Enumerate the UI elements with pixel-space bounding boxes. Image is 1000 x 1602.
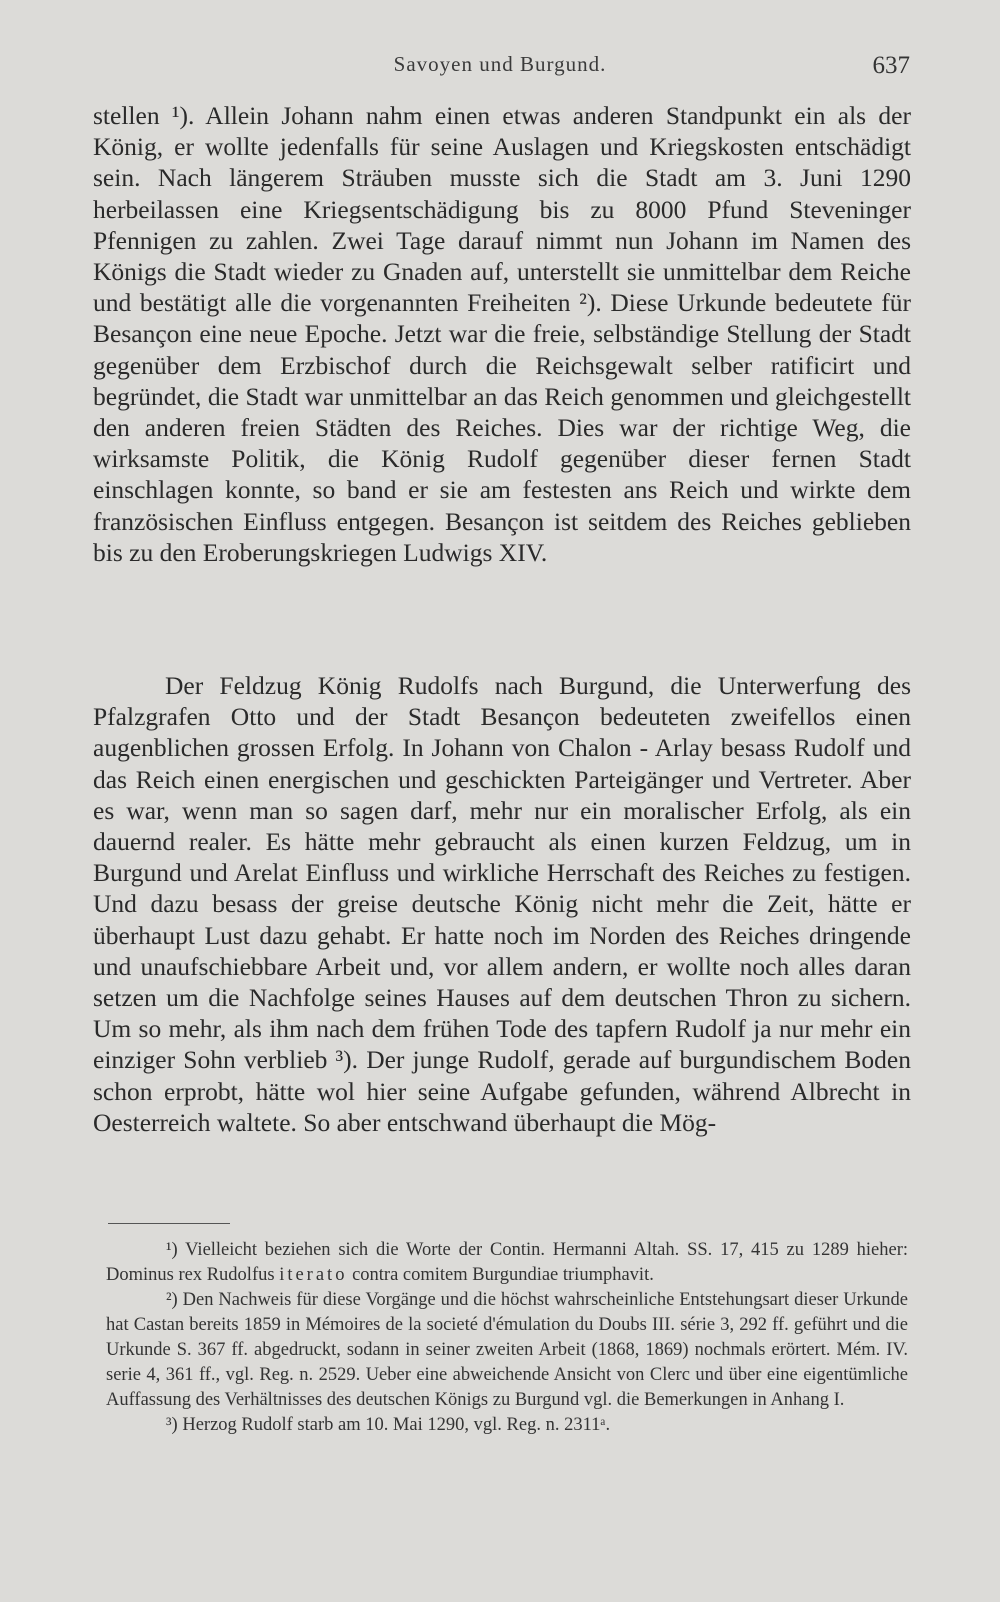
body-paragraph-2: Der Feldzug König Rudolfs nach Burgund, die Unterwerfung des Pfalzgrafen Otto und der Stadt Besançon bedeuteten zweifellos einen augenblichen grossen Erfolg. In Johann von Chalon - Arlay besass Rudolf und das Reich einen energischen und geschickten Parteigänger und Vertreter. Aber es war, wenn man so sagen darf, mehr nur ein moralischer Erfolg, als ein dauernd realer. Es hätte mehr gebraucht als einen kurzen Feldzug, um in Burgund und Arelat Einfluss und wirkliche Herrschaft des Reiches zu festigen. Und dazu besass der greise deutsche König nicht mehr die Zeit, hätte er überhaupt Lust dazu gehabt. Er hatte noch im Norden des Reiches dringende und unaufschiebbare Arbeit und, vor allem andern, er wollte noch alles daran setzen um die Nachfolge seines Hauses auf dem deutschen Thron zu sichern. Um so mehr, als ihm nach dem frühen Tode des tapfern Rudolf ja nur mehr ein einziger Sohn verblieb ³). Der junge Rudolf, gerade auf burgundischem Boden schon erprobt, hätte wol hier seine Aufgabe gefunden, während Albrecht in Oesterreich waltete. So aber entschwand überhaupt die Mög- <box>93 671 911 1137</box>
footnote-1 <box>106 1238 908 1288</box>
body-paragraph-1: stellen ¹). Allein Johann nahm einen etwas anderen Standpunkt ein als der König, er wollte jedenfalls für seine Auslagen und Kriegskosten entschädigt sein. Nach längerem Sträuben musste sich die Stadt am 3. Juni 1290 herbeilassen eine Kriegsentschädigung bis zu 8000 Pfund Steveninger Pfennigen zu zahlen. Zwei Tage darauf nimmt nun Johann im Namen des Königs die Stadt wieder zu Gnaden auf, unterstellt sie unmittelbar dem Reiche und bestätigt alle die vorgenannten Freiheiten ²). Diese Urkunde bedeutete für Besançon eine neue Epoche. Jetzt war die freie, selbständige Stellung der Stadt gegenüber dem Erzbischof durch die Reichsgewalt selber ratificirt und begründet, die Stadt war unmittelbar an das Reich genommen und gleichgestellt den anderen freien Städten des Reiches. Dies war der richtige Weg, die wirksamste Politik, die König Rudolf gegenüber dieser fernen Stadt einschlagen konnte, so band er sie am festesten ans Reich und wirkte dem französischen Einfluss entgegen. Besançon ist seitdem des Reiches geblieben bis zu den Eroberungskriegen Ludwigs XIV. <box>93 101 911 567</box>
footnote-2: ²) Den Nachweis für diese Vorgänge und die höchst wahrscheinliche Entstehungsart dieser Urkunde hat Castan bereits 1859 in Mémoires de la societé d'émulation du Doubs III. série 3, 292 ff. geführt und die Urkunde S. 367 ff. abgedruckt, sodann in seiner zweiten Arbeit (1868, 1869) nochmals erörtert. Mém. IV. serie 4, 361 ff., vgl. Reg. n. 2529. Ueber eine abweichende Ansicht von Clerc und über eine eigentümliche Auffassung des Verhältnisses des deutschen Königs zu Burgund vgl. die Bemerkungen in Anhang I. <box>106 1290 908 1410</box>
page-number: 637 <box>872 52 910 79</box>
footnote-separator <box>108 1223 230 1224</box>
footnotes <box>106 1238 908 1438</box>
footnote-1-text-end: contra comitem Burgundiae triumphavit. <box>347 1265 654 1285</box>
running-head: Savoyen und Burgund. <box>393 52 607 76</box>
footnote-3: ³) Herzog Rudolf starb am 10. Mai 1290, vgl. Reg. n. 2311ᵃ. <box>166 1415 611 1435</box>
footnote-1-spaced-word: iterato <box>279 1265 348 1285</box>
page-header <box>0 52 1000 86</box>
footnote-1-text-start: ¹) Vielleicht beziehen sich die Worte der Contin. Hermanni Altah. SS. 17, 415 zu 1289 hieher: Dominus rex Rudolfus <box>106 1240 908 1285</box>
